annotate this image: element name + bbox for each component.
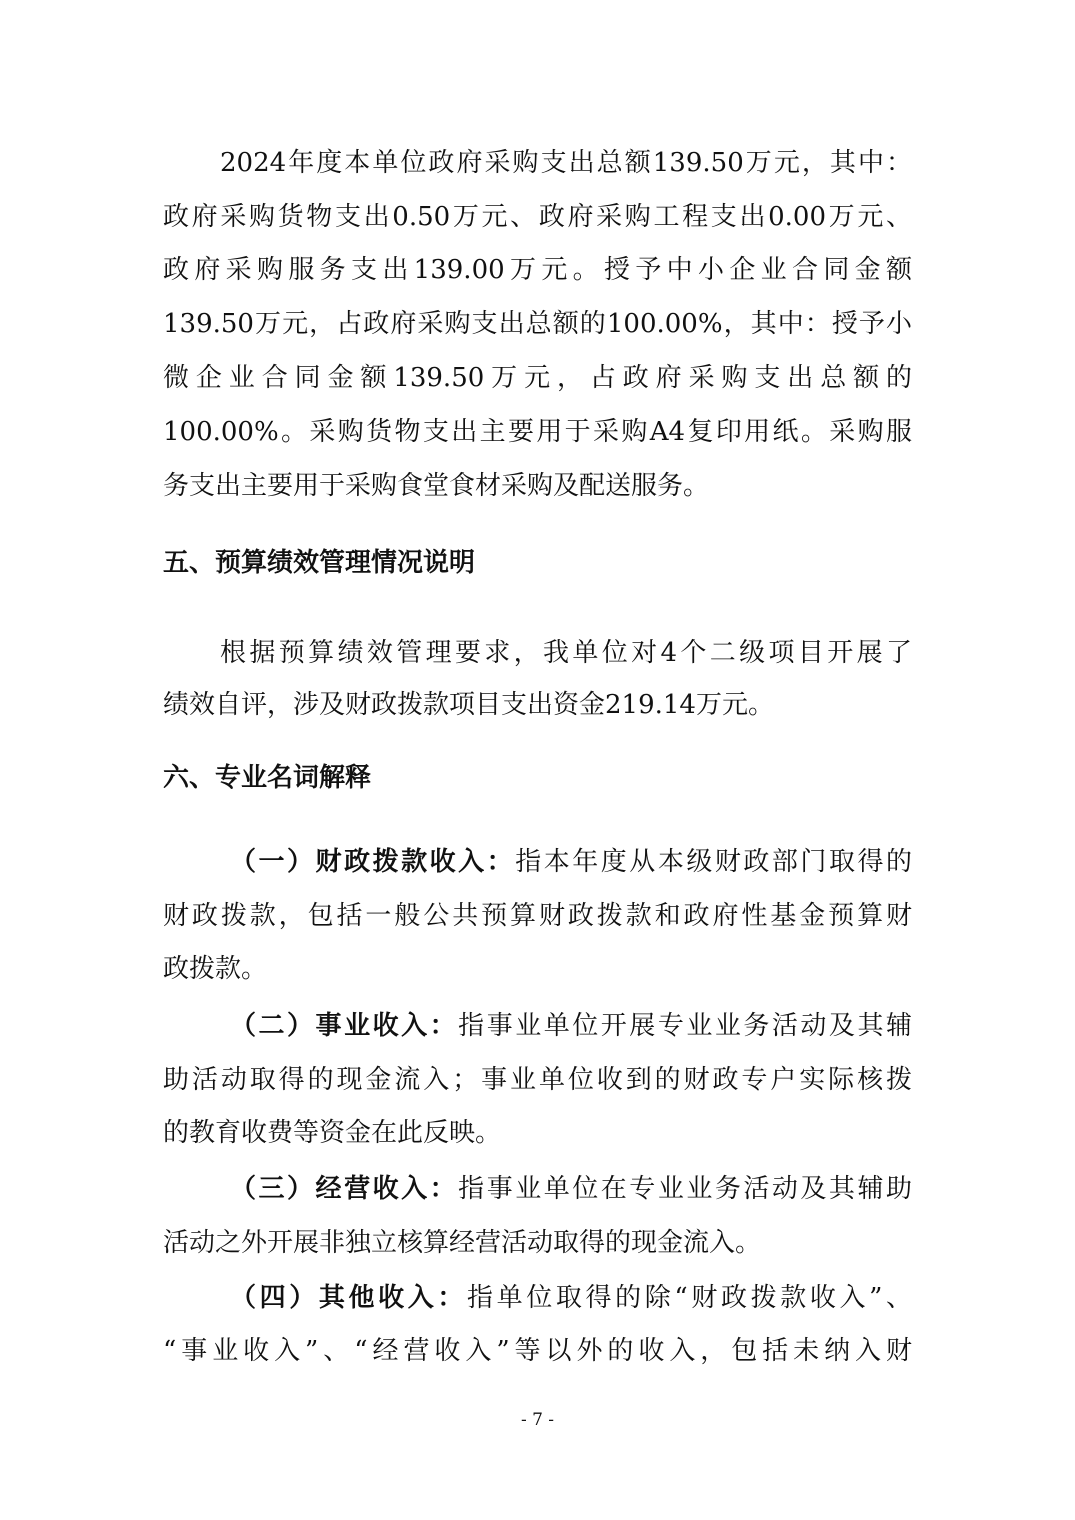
- text-line: 139.50万元，占政府采购支出总额的100.00%，其中：授予小: [163, 309, 912, 339]
- text-line: 指事业单位开展专业业务活动及其辅: [458, 1011, 912, 1041]
- definition-term: （一）财政拨款收入：: [230, 847, 516, 877]
- definition-term: （四）其他收入：: [230, 1283, 468, 1313]
- text-line: 100.00%。采购货物支出主要用于采购A4复印用纸。采购服: [163, 417, 912, 447]
- text-line: 2024年度本单位政府采购支出总额139.50万元，其中：: [220, 148, 912, 178]
- text-line: “事业收入”、“经营收入”等以外的收入，包括未纳入财: [163, 1336, 912, 1366]
- text-line: 政府采购服务支出139.00万元。授予中小企业合同金额: [163, 255, 912, 285]
- section-heading: 五、预算绩效管理情况说明: [163, 548, 476, 578]
- text-line: 指单位取得的除“财政拨款收入”、: [467, 1283, 912, 1313]
- text-line: 财政拨款，包括一般公共预算财政拨款和政府性基金预算财: [163, 901, 912, 931]
- definition-term: （二）事业收入：: [230, 1011, 459, 1041]
- text-line: 政府采购货物支出0.50万元、政府采购工程支出0.00万元、: [163, 202, 912, 232]
- text-line: 活动之外开展非独立核算经营活动取得的现金流入。: [163, 1228, 762, 1258]
- text-line: 微企业合同金额139.50万元，占政府采购支出总额的: [163, 363, 912, 393]
- text-line: 的教育收费等资金在此反映。: [163, 1118, 502, 1148]
- text-line: 务支出主要用于采购食堂食材采购及配送服务。: [163, 471, 710, 501]
- text-line: 指事业单位在专业业务活动及其辅助: [458, 1174, 912, 1204]
- text-line: 根据预算绩效管理要求，我单位对4个二级项目开展了: [220, 638, 912, 668]
- page-number: - 7 -: [520, 1410, 555, 1430]
- definition-term: （三）经营收入：: [230, 1174, 459, 1204]
- text-line: 政拨款。: [163, 954, 268, 984]
- section-heading: 六、专业名词解释: [163, 763, 372, 793]
- text-line: 助活动取得的现金流入；事业单位收到的财政专户实际核拨: [163, 1065, 912, 1095]
- text-line: 指本年度从本级财政部门取得的: [515, 847, 912, 877]
- text-line: 绩效自评，涉及财政拨款项目支出资金219.14万元。: [163, 690, 774, 720]
